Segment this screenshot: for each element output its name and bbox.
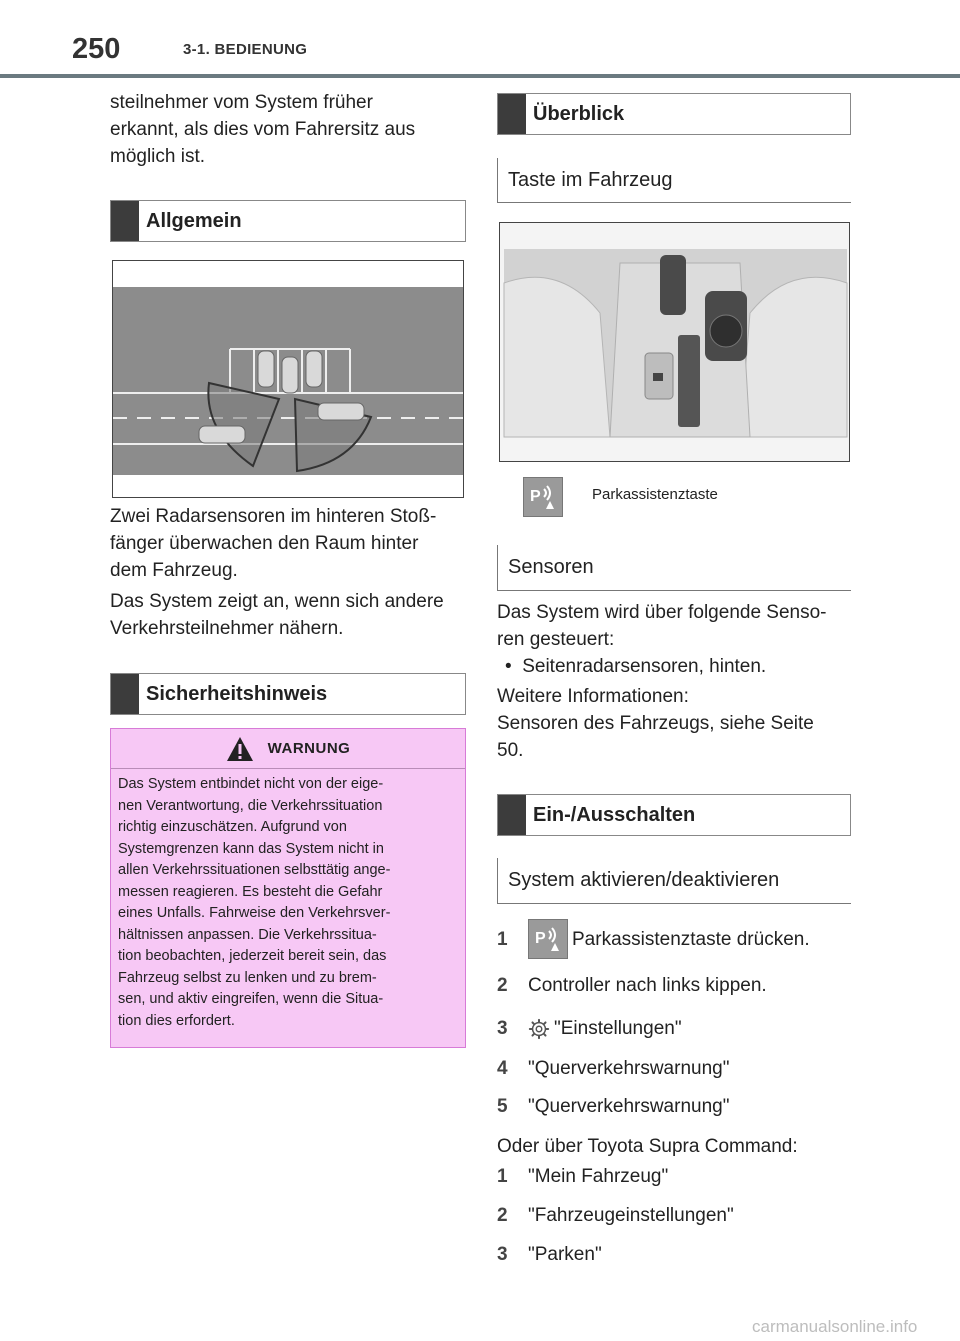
- para-line: fänger überwachen den Raum hinter: [110, 533, 419, 554]
- park-assist-glyph: [528, 483, 558, 511]
- warning-triangle-icon: [226, 736, 254, 762]
- warning-header: [111, 729, 465, 769]
- step-1: [497, 918, 810, 960]
- step-number: 3: [497, 1018, 508, 1039]
- alt-step-3: [497, 1241, 602, 1268]
- page-header: [0, 0, 960, 78]
- subheading-sensors-text: Sensoren: [508, 556, 594, 578]
- park-assist-glyph: [533, 925, 563, 953]
- step-text: "Mein Fahrzeug": [528, 1166, 669, 1187]
- heading-bar: [498, 94, 526, 134]
- radar-scene: [113, 261, 464, 498]
- console-illustration: [499, 222, 850, 462]
- step-text: "Parken": [528, 1244, 602, 1265]
- warning-box: [110, 728, 466, 1048]
- warning-line: Das System entbindet nicht von der eige-: [118, 776, 384, 792]
- heading-general: [110, 200, 466, 242]
- sensors-line: Das System wird über folgende Senso-: [497, 602, 827, 623]
- subheading-button-text: Taste im Fahrzeug: [508, 168, 673, 191]
- subheading-activate: [497, 858, 851, 904]
- heading-onoff-text: Ein-/Ausschalten: [533, 803, 696, 826]
- sensors-bullet: • Seitenradarsensoren, hinten.: [505, 656, 767, 677]
- alt-step-1: [497, 1163, 668, 1190]
- warning-line: Fahrzeug selbst zu lenken und zu brem-: [118, 969, 377, 986]
- intro-line: möglich ist.: [110, 146, 206, 167]
- park-assist-icon: [523, 477, 563, 517]
- step-5: [497, 1093, 729, 1120]
- svg-text:P: P: [535, 930, 546, 947]
- console-scene: [500, 223, 850, 462]
- alt-label: Oder über Toyota Supra Command:: [497, 1136, 798, 1157]
- radar-illustration: [112, 260, 464, 498]
- heading-bar: [111, 674, 139, 714]
- step-number: 4: [497, 1058, 508, 1079]
- step-text: "Querverkehrswarnung": [528, 1058, 730, 1079]
- warning-line: allen Verkehrssituationen selbsttätig ange-: [118, 862, 391, 878]
- alt-step-2: [497, 1202, 734, 1229]
- section-label: 3-1. BEDIENUNG: [183, 41, 308, 58]
- warning-line: Systemgrenzen kann das System nicht in: [118, 840, 384, 857]
- warning-line: hältnissen anpassen. Die Verkehrssitua-: [118, 926, 377, 943]
- step-number: 1: [497, 928, 508, 950]
- step-number: 2: [497, 975, 508, 996]
- heading-overview: [497, 93, 851, 135]
- step-text: "Fahrzeugeinstellungen": [528, 1205, 734, 1226]
- step-number: 2: [497, 1205, 508, 1226]
- step-text: Controller nach links kippen.: [528, 975, 767, 996]
- sensors-text: [497, 599, 851, 680]
- step-text: "Querverkehrswarnung": [528, 1096, 730, 1117]
- sensors-bullet-text: Seitenradarsensoren, hinten.: [522, 656, 767, 677]
- para-sensors: [110, 503, 466, 584]
- step-text: Parkassistenztaste drücken.: [572, 928, 810, 950]
- intro-text: [110, 89, 466, 170]
- warning-line: tion dies erfordert.: [118, 1012, 235, 1029]
- para-warning-approach: [110, 588, 466, 642]
- heading-safety-text: Sicherheitshinweis: [146, 682, 328, 705]
- header-rule: [0, 74, 960, 78]
- para-line: dem Fahrzeug.: [110, 560, 238, 581]
- svg-text:P: P: [530, 488, 541, 505]
- button-caption: Parkassistenztaste: [592, 486, 718, 503]
- warning-line: eines Unfalls. Fahrweise den Verkehrsver-: [118, 905, 391, 921]
- step-number: 1: [497, 1166, 508, 1187]
- step-number: 3: [497, 1244, 508, 1265]
- step-4: [497, 1055, 729, 1082]
- info-line: Sensoren des Fahrzeugs, siehe Seite: [497, 713, 814, 734]
- para-line: Das System zeigt an, wenn sich andere: [110, 591, 444, 612]
- subheading-button: [497, 158, 851, 203]
- subheading-sensors: [497, 545, 851, 591]
- park-assist-icon: [528, 919, 568, 959]
- info-line: 50.: [497, 740, 524, 761]
- para-line: Zwei Radarsensoren im hinteren Stoß-: [110, 506, 437, 527]
- warning-line: messen reagieren. Es besteht die Gefahr: [118, 883, 383, 900]
- heading-bar: [111, 201, 139, 241]
- step-text: "Einstellungen": [554, 1018, 682, 1039]
- step-3: [497, 1015, 682, 1042]
- heading-onoff: [497, 794, 851, 836]
- step-number: 5: [497, 1096, 508, 1117]
- sensors-line: ren gesteuert:: [497, 629, 615, 650]
- warning-line: tion beobachten, jederzeit bereit sein, das: [118, 948, 387, 964]
- gear-icon: [528, 1018, 550, 1040]
- para-line: Verkehrsteilnehmer nähern.: [110, 618, 344, 639]
- heading-overview-text: Überblick: [533, 102, 625, 125]
- heading-safety: [110, 673, 466, 715]
- watermark: carmanualsonline.info: [752, 1317, 918, 1336]
- info-text: [497, 683, 851, 764]
- warning-title: WARNUNG: [267, 740, 351, 757]
- warning-line: nen Verantwortung, die Verkehrssituation: [118, 797, 383, 814]
- warning-line: sen, und aktiv eingreifen, wenn die Situa-: [118, 991, 384, 1007]
- intro-line: erkannt, als dies vom Fahrersitz aus: [110, 119, 416, 140]
- page-number: 250: [72, 33, 121, 65]
- warning-line: richtig einzuschätzen. Aufgrund von: [118, 819, 347, 835]
- intro-line: steilnehmer vom System früher: [110, 92, 373, 113]
- heading-bar: [498, 795, 526, 835]
- step-2: [497, 972, 767, 999]
- warning-text: [111, 769, 465, 1037]
- heading-general-text: Allgemein: [146, 209, 242, 232]
- info-line: Weitere Informationen:: [497, 686, 689, 707]
- subheading-activate-text: System aktivieren/deaktivieren: [508, 869, 780, 891]
